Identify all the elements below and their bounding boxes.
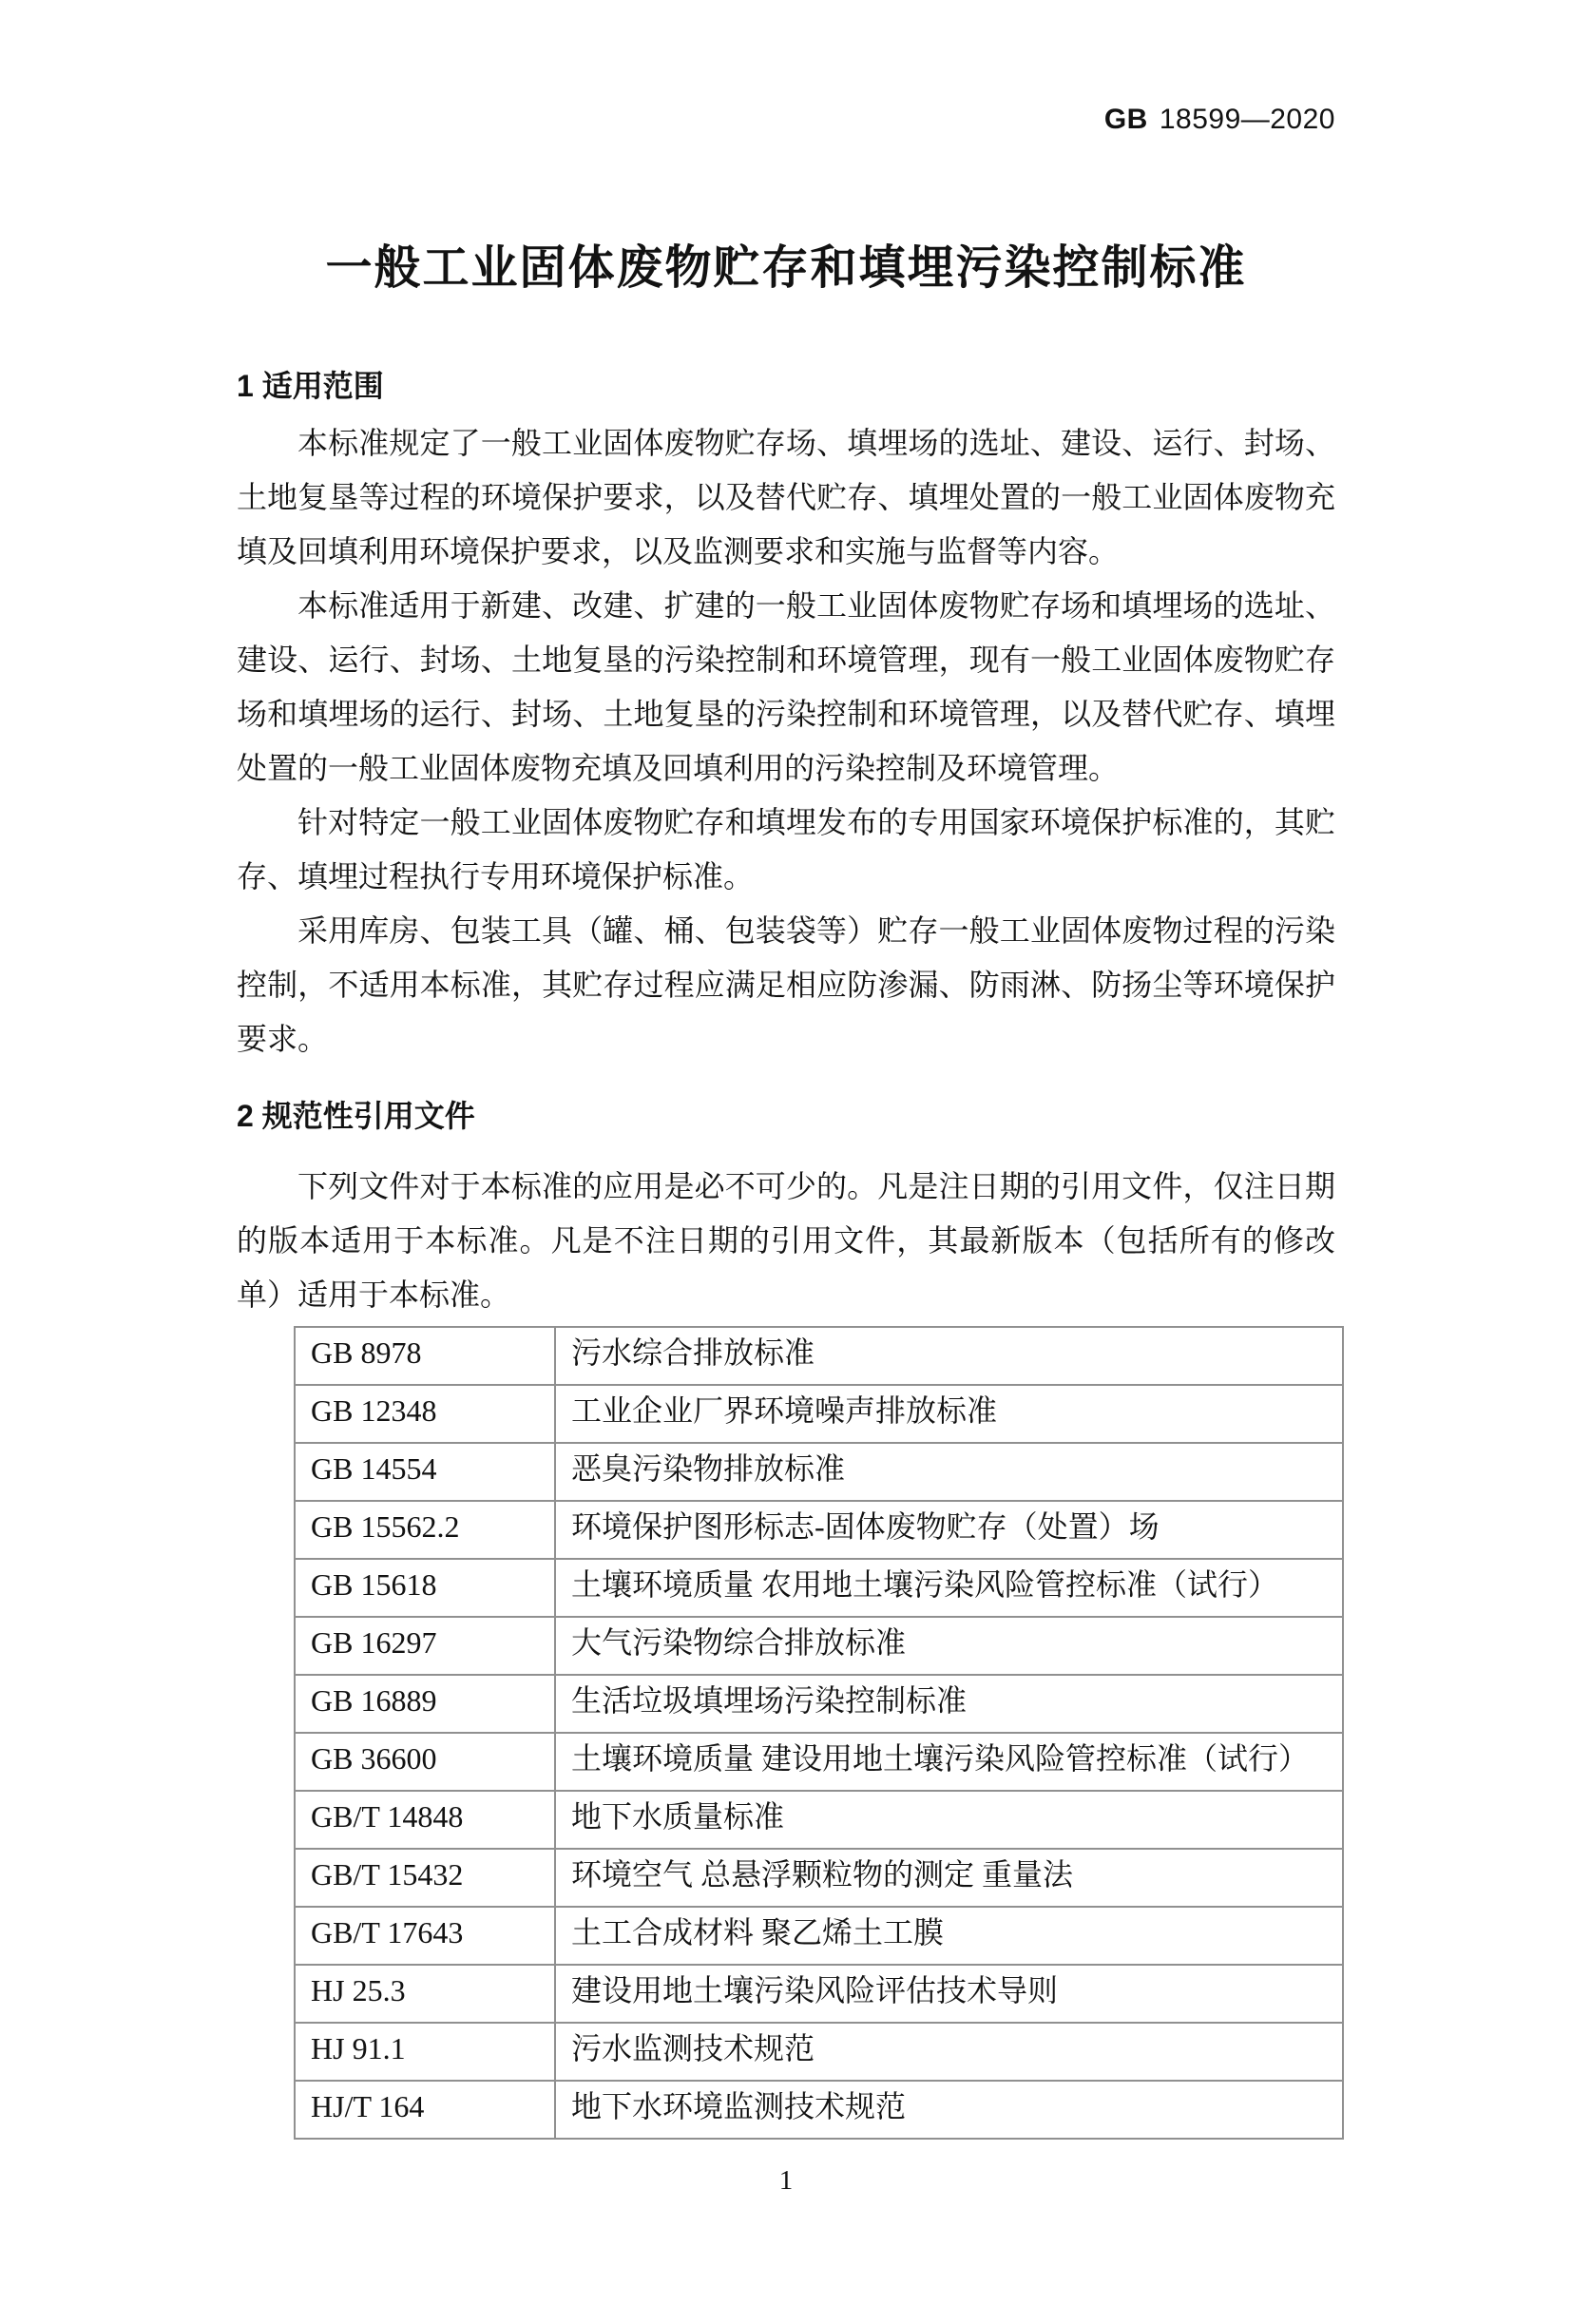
- reference-code-cell: HJ 91.1: [295, 2023, 555, 2081]
- standard-code-prefix: GB: [1103, 104, 1148, 135]
- table-row: [295, 1327, 1343, 1385]
- reference-code-cell: GB/T 14848: [295, 1791, 555, 1849]
- body-paragraph: 针对特定一般工业固体废物贮存和填埋发布的专用国家环境保护标准的，其贮存、填埋过程执行专用环境保护标准。: [237, 805, 1335, 893]
- reference-title-cell: 工业企业厂界环境噪声排放标准: [555, 1385, 1343, 1443]
- reference-title-cell: 建设用地土壤污染风险评估技术导则: [555, 1965, 1343, 2023]
- section-1-body: [237, 416, 1335, 1066]
- table-row: [295, 1559, 1343, 1617]
- table-row: [295, 2081, 1343, 2139]
- page-number: 1: [778, 2165, 794, 2196]
- reference-title-cell: 土壤环境质量 建设用地土壤污染风险管控标准（试行）: [555, 1733, 1343, 1791]
- reference-code-cell: GB 16297: [295, 1617, 555, 1675]
- reference-title-cell: 大气污染物综合排放标准: [555, 1617, 1343, 1675]
- reference-title-cell: 土壤环境质量 农用地土壤污染风险管控标准（试行）: [555, 1559, 1343, 1617]
- reference-code-cell: GB 14554: [295, 1443, 555, 1501]
- reference-title-cell: 污水监测技术规范: [555, 2023, 1343, 2081]
- reference-title-cell: 环境保护图形标志-固体废物贮存（处置）场: [555, 1501, 1343, 1559]
- reference-code-cell: GB 8978: [295, 1327, 555, 1385]
- reference-title-cell: 环境空气 总悬浮颗粒物的测定 重量法: [555, 1849, 1343, 1907]
- reference-code-cell: GB/T 15432: [295, 1849, 555, 1907]
- reference-title-cell: 地下水环境监测技术规范: [555, 2081, 1343, 2139]
- references-table-body: [295, 1327, 1343, 2139]
- table-row: [295, 1675, 1343, 1733]
- table-row: [295, 1907, 1343, 1965]
- normative-references-table: [294, 1326, 1344, 2140]
- body-paragraph: 采用库房、包装工具（罐、桶、包装袋等）贮存一般工业固体废物过程的污染控制，不适用本标准，其贮存过程应满足相应防渗漏、防雨淋、防扬尘等环境保护要求。: [237, 913, 1335, 1056]
- page-content: [237, 101, 1335, 2140]
- table-row: [295, 1443, 1343, 1501]
- table-row: [295, 2023, 1343, 2081]
- reference-code-cell: GB 16889: [295, 1675, 555, 1733]
- table-row: [295, 1849, 1343, 1907]
- reference-code-cell: HJ/T 164: [295, 2081, 555, 2139]
- section-2-heading: 2 规范性引用文件: [237, 1099, 475, 1133]
- reference-code-cell: GB 15618: [295, 1559, 555, 1617]
- reference-title-cell: 恶臭污染物排放标准: [555, 1443, 1343, 1501]
- table-row: [295, 1501, 1343, 1559]
- table-row: [295, 1791, 1343, 1849]
- table-row: [295, 1385, 1343, 1443]
- standard-code-number: 18599—2020: [1159, 104, 1335, 135]
- standard-code: [237, 101, 1335, 139]
- document-title: 一般工业固体废物贮存和填埋污染控制标准: [325, 242, 1247, 294]
- section-2-intro-paragraph: 下列文件对于本标准的应用是必不可少的。凡是注日期的引用文件，仅注日期的版本适用于本标准。凡是不注日期的引用文件，其最新版本（包括所有的修改单）适用于本标准。: [237, 1169, 1335, 1312]
- section-1-heading: 1 适用范围: [237, 369, 384, 403]
- table-row: [295, 1617, 1343, 1675]
- reference-code-cell: HJ 25.3: [295, 1965, 555, 2023]
- reference-code-cell: GB 36600: [295, 1733, 555, 1791]
- reference-title-cell: 污水综合排放标准: [555, 1327, 1343, 1385]
- body-paragraph: 本标准适用于新建、改建、扩建的一般工业固体废物贮存场和填埋场的选址、建设、运行、封场、土地复垦的污染控制和环境管理，现有一般工业固体废物贮存场和填埋场的运行、封场、土地复垦的污染控制和环境管理，以及替代贮存、填埋处置的一般工业固体废物充填及回填利用的污染控制及环境管理。: [237, 588, 1335, 785]
- body-paragraph: 本标准规定了一般工业固体废物贮存场、填埋场的选址、建设、运行、封场、土地复垦等过程的环境保护要求，以及替代贮存、填埋处置的一般工业固体废物充填及回填利用环境保护要求，以及监测要求和实施与监督等内容。: [237, 426, 1335, 568]
- table-row: [295, 1965, 1343, 2023]
- reference-code-cell: GB/T 17643: [295, 1907, 555, 1965]
- reference-code-cell: GB 15562.2: [295, 1501, 555, 1559]
- document-page: [0, 101, 1572, 2324]
- reference-title-cell: 地下水质量标准: [555, 1791, 1343, 1849]
- reference-code-cell: GB 12348: [295, 1385, 555, 1443]
- reference-title-cell: 生活垃圾填埋场污染控制标准: [555, 1675, 1343, 1733]
- reference-title-cell: 土工合成材料 聚乙烯土工膜: [555, 1907, 1343, 1965]
- table-row: [295, 1733, 1343, 1791]
